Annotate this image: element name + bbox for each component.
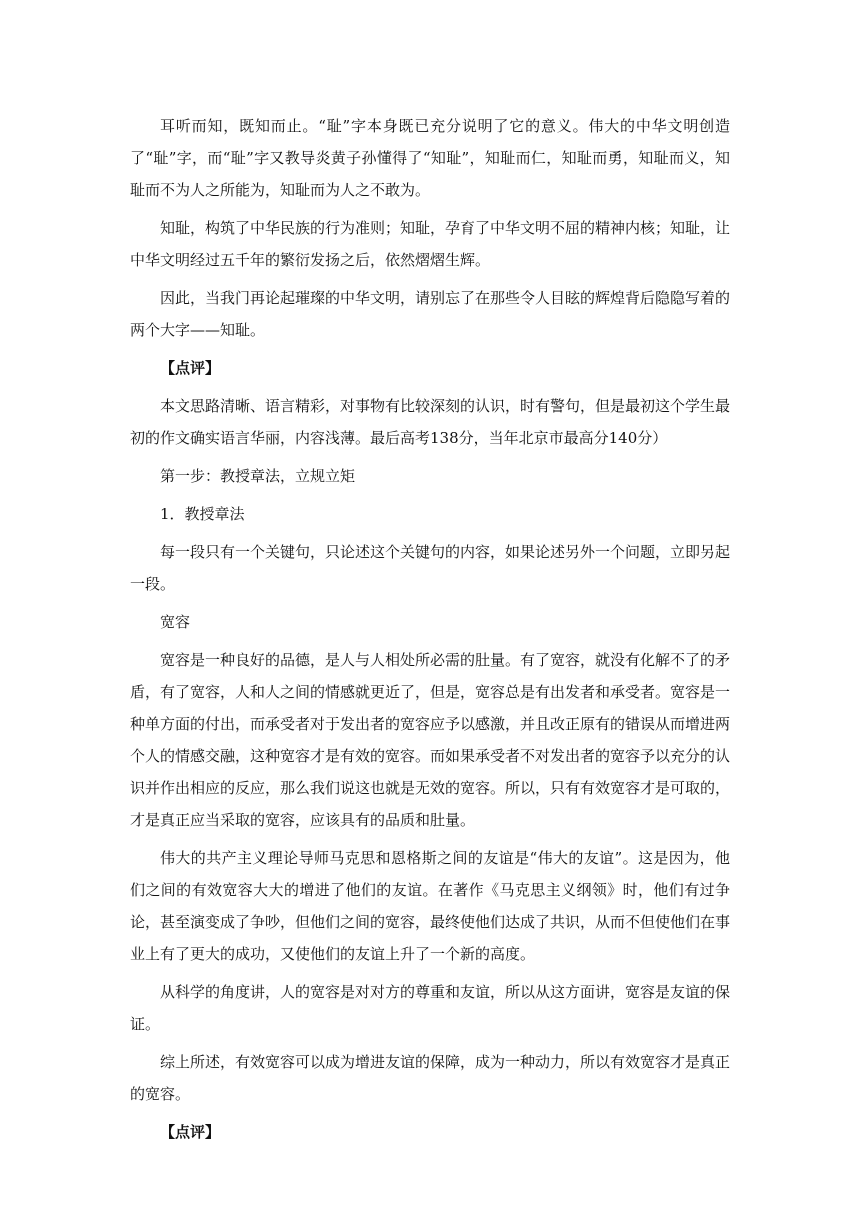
paragraph-science-view: 从科学的角度讲，人的宽容是对对方的尊重和友谊，所以从这方面讲，宽容是友谊的保证。: [130, 983, 731, 1033]
paragraph-zhichi-values: 知耻，构筑了中华民族的行为准则；知耻，孕育了中华文明不屈的精神内核；知耻，让中华文明经过五千年的繁衍发扬之后，依然熠熠生辉。: [130, 219, 731, 269]
paragraph-step-one: 第一步：教授章法，立规立矩: [160, 467, 356, 485]
paragraph-teach-structure: 1．教授章法: [160, 505, 245, 523]
document-body: [130, 110, 730, 1154]
paragraph-comment: 本文思路清晰、语言精彩，对事物有比较深刻的认识，时有警句，但是最初这个学生最初的作文确实语言华丽，内容浅薄。最后高考138分，当年北京市最高分140分）: [130, 397, 731, 447]
comment-heading-final: 【点评】: [160, 1123, 221, 1141]
paragraph-rule: 每一段只有一个关键句，只论述这个关键句的内容，如果论述另外一个问题，立即另起一段。: [130, 543, 731, 593]
paragraph-tolerance-definition: 宽容是一种良好的品德，是人与人相处所必需的肚量。有了宽容，就没有化解不了的矛盾，有了宽容，人和人之间的情感就更近了，但是，宽容总是有出发者和承受者。宽容是一种单方面的付出，而承受者对于发出者的宽容应予以感激，并且改正原有的错误从而增进两个人的情感交融，这种宽容才是有效的宽容。而如果承受者不对发出者的宽容予以充分的认识并作出相应的反应，那么我们说这也就是无效的宽容。所以，只有有效宽容才是可取的，才是真正应当采取的宽容，应该具有的品质和肚量。: [130, 651, 731, 829]
comment-heading: 【点评】: [160, 359, 221, 377]
paragraph-zhichi-conclusion: 因此，当我门再论起璀璨的中华文明，请别忘了在那些令人目眩的辉煌背后隐隐写着的两个大字——知耻。: [130, 289, 731, 339]
essay-title: 宽容: [160, 613, 191, 631]
paragraph-marx-engels: 伟大的共产主义理论导师马克思和恩格斯之间的友谊是“伟大的友谊”。这是因为，他们之间的有效宽容大大的增进了他们的友谊。在著作《马克思主义纲领》时，他们有过争论，甚至演变成了争吵，但他们之间的宽容，最终使他们达成了共识，从而不但使他们在事业上有了更大的成功，又使他们的友谊上升了一个新的高度。: [130, 849, 731, 963]
paragraph-zhichi-meaning: 耳听而知，既知而止。“耻”字本身既已充分说明了它的意义。伟大的中华文明创造了“耻”字，而“耻”字又教导炎黄子孙懂得了“知耻”，知耻而仁，知耻而勇，知耻而义，知耻而不为人之所能为，知耻而为人之不敢为。: [130, 117, 730, 199]
paragraph-summary: 综上所述，有效宽容可以成为增进友谊的保障，成为一种动力，所以有效宽容才是真正的宽容。: [130, 1053, 731, 1103]
